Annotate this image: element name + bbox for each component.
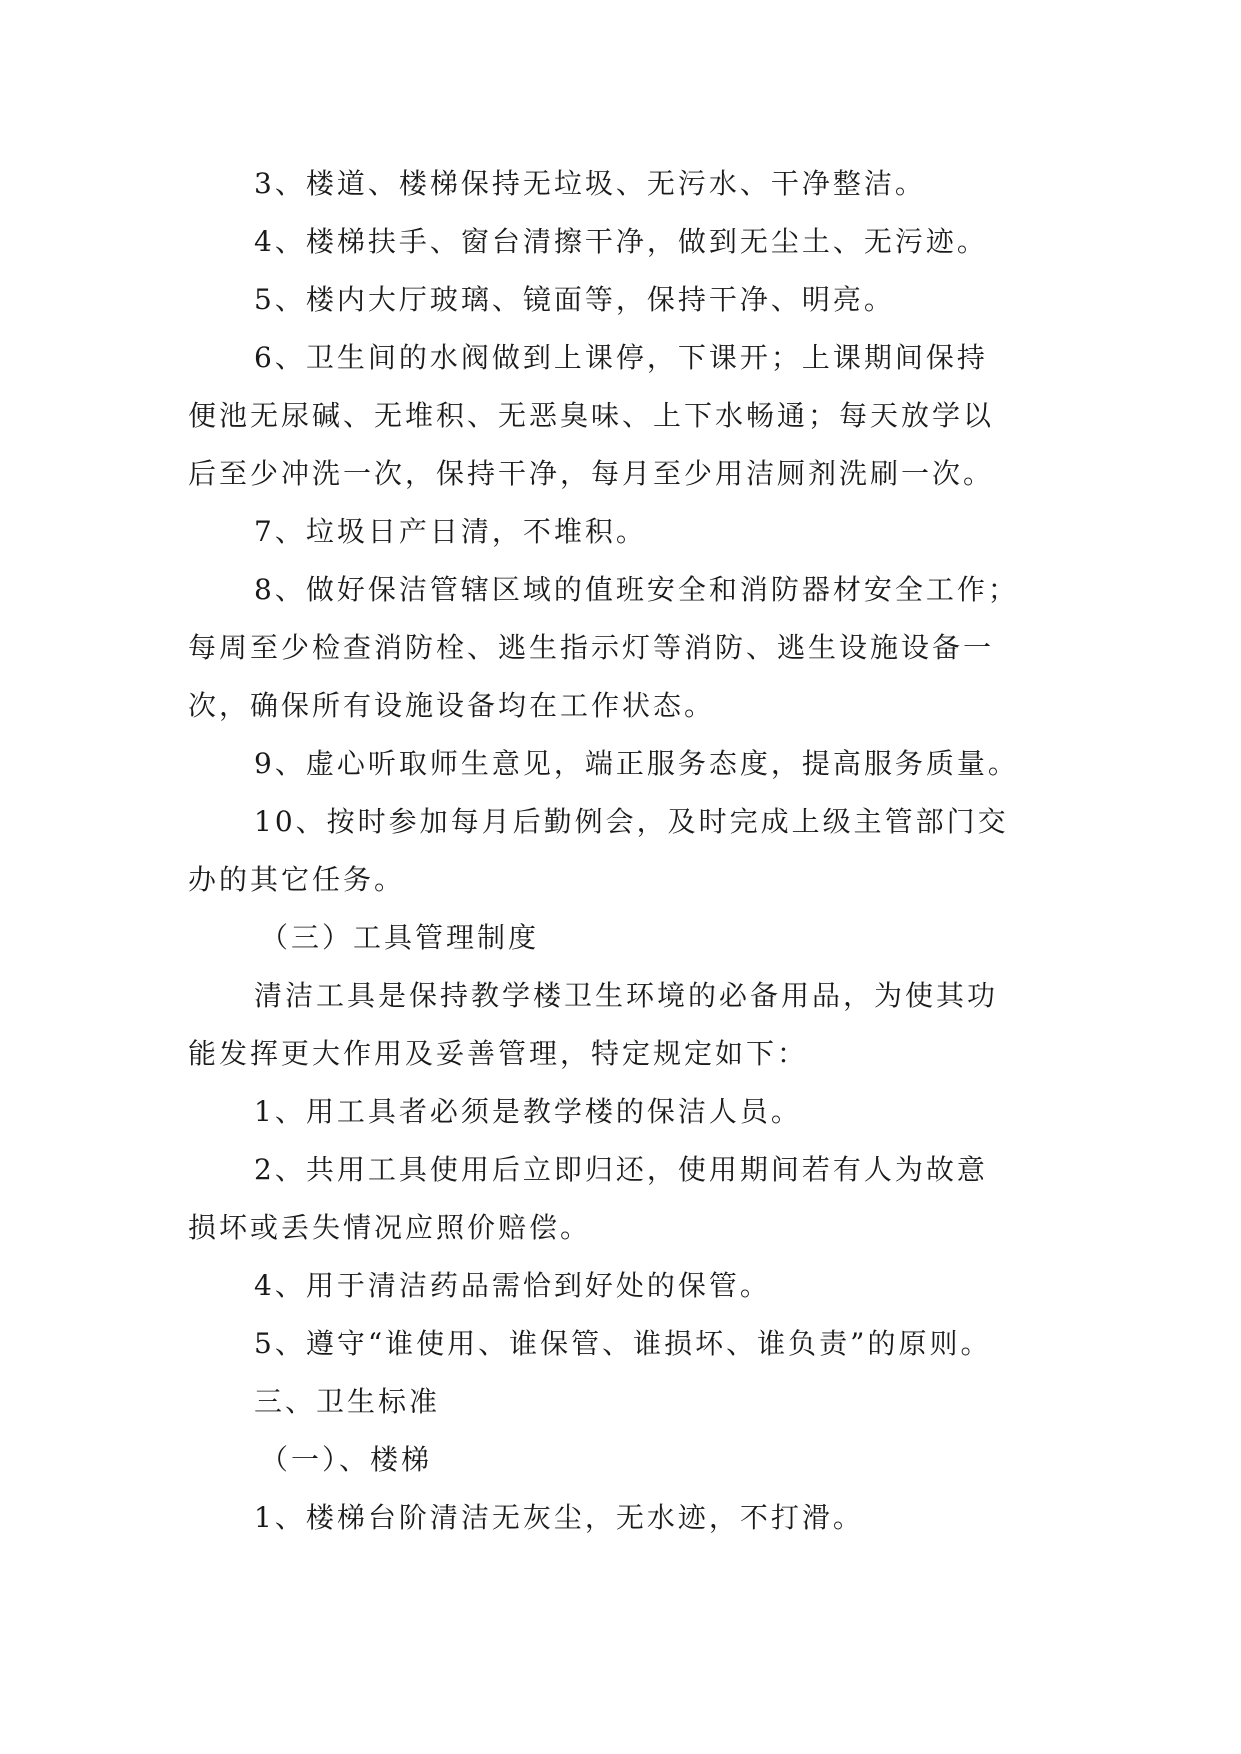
document-body [188,155,1056,1547]
section-heading: （三）工具管理制度 [260,921,540,954]
text-line: 办的其它任务。 [188,863,406,896]
section-heading: （一）、楼梯 [260,1443,433,1476]
text-line: 5、遵守“谁使用、谁保管、谁损坏、谁负责”的原则。 [254,1327,992,1360]
text-line: 便池无尿碱、无堆积、无恶臭味、上下水畅通；每天放学以 [188,399,995,432]
text-line: 清洁工具是保持教学楼卫生环境的必备用品，为使其功 [254,979,999,1012]
text-line: 能发挥更大作用及妥善管理，特定规定如下： [188,1037,809,1070]
text-line: 8、做好保洁管辖区域的值班安全和消防器材安全工作； [254,573,1019,606]
text-line: 4、用于清洁药品需恰到好处的保管。 [254,1269,771,1302]
text-line: 1、用工具者必须是教学楼的保洁人员。 [254,1095,802,1128]
text-line: 1、楼梯台阶清洁无灰尘，无水迹，不打滑。 [254,1501,864,1534]
text-line: 10、按时参加每月后勤例会，及时完成上级主管部门交 [254,805,1009,838]
text-line: 损坏或丢失情况应照价赔偿。 [188,1211,592,1244]
text-line: 6、卫生间的水阀做到上课停，下课开；上课期间保持 [254,341,988,374]
text-line: 3、楼道、楼梯保持无垃圾、无污水、干净整洁。 [254,167,926,200]
text-line: 9、虚心听取师生意见，端正服务态度，提高服务质量。 [254,747,1019,780]
text-line: 2、共用工具使用后立即归还，使用期间若有人为故意 [254,1153,988,1186]
text-line: 每周至少检查消防栓、逃生指示灯等消防、逃生设施设备一 [188,631,995,664]
section-heading: 三、卫生标准 [254,1385,441,1418]
text-line: 次，确保所有设施设备均在工作状态。 [188,689,716,722]
text-line: 后至少冲洗一次，保持干净，每月至少用洁厕剂洗刷一次。 [188,457,995,490]
text-line: 5、楼内大厅玻璃、镜面等，保持干净、明亮。 [254,283,895,316]
text-line: 7、垃圾日产日清，不堆积。 [254,515,647,548]
text-line: 4、楼梯扶手、窗台清擦干净，做到无尘土、无污迹。 [254,225,988,258]
